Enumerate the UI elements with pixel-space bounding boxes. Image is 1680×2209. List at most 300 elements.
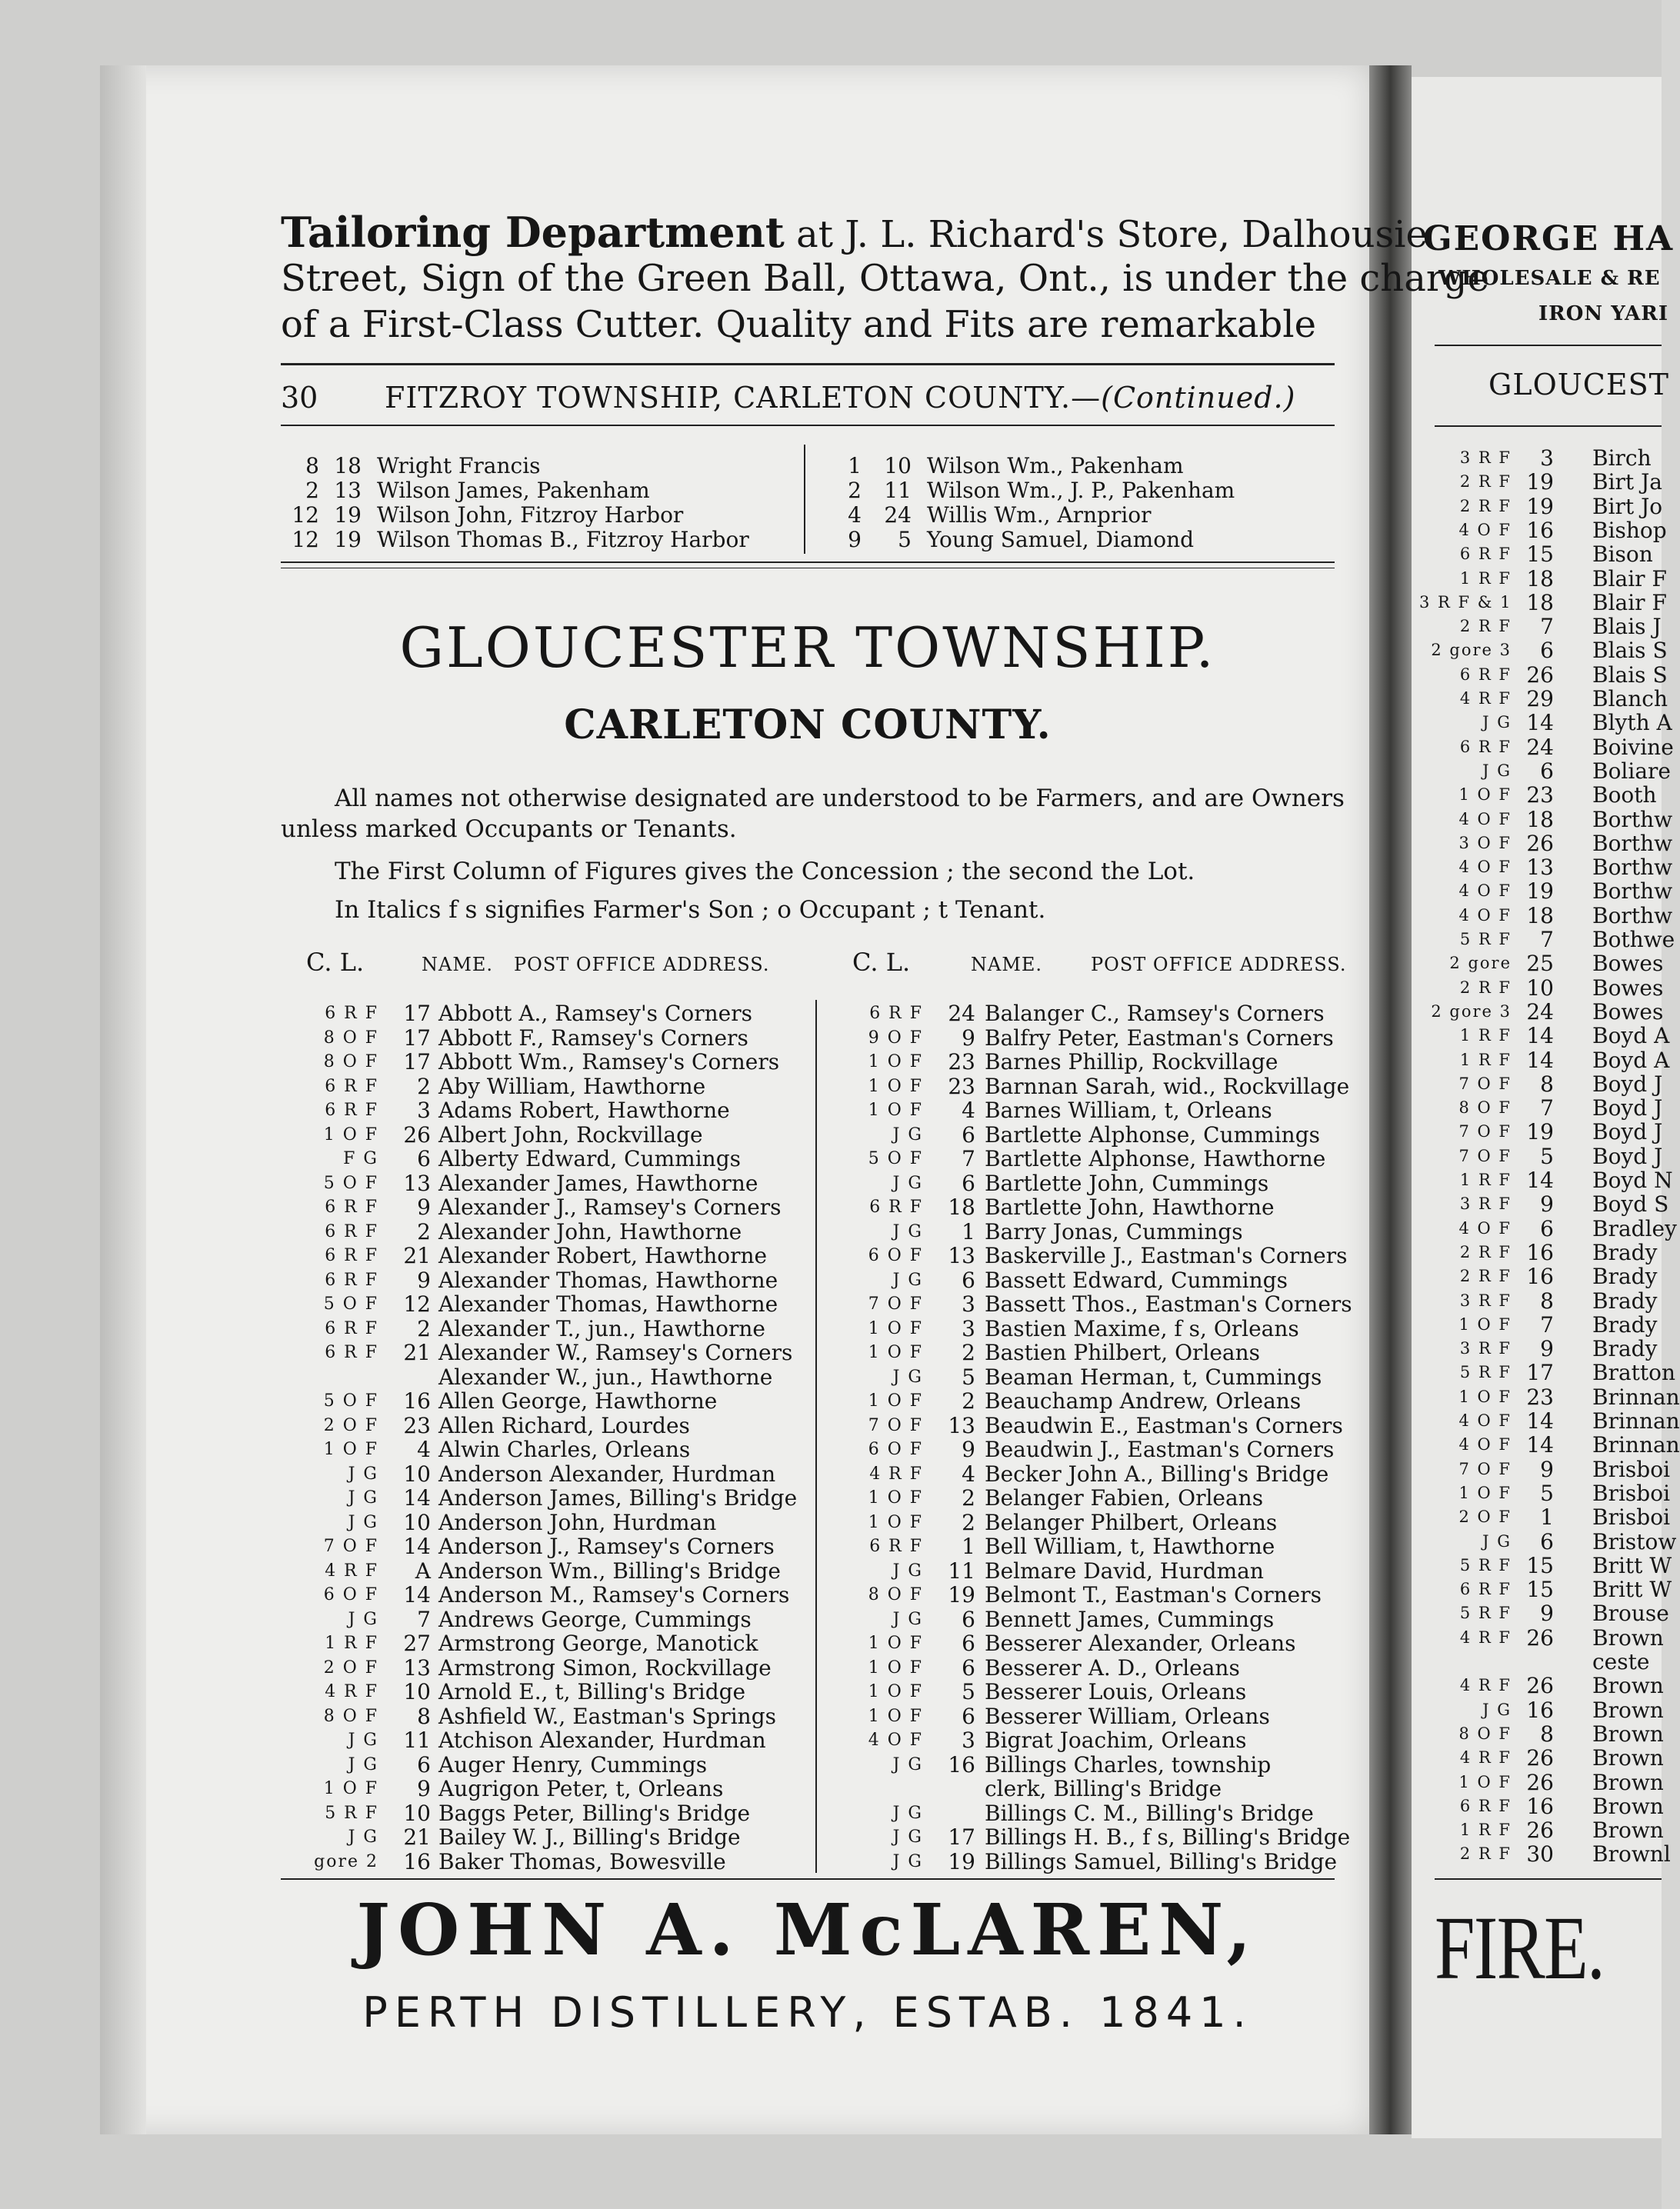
concession: 4 R F	[325, 1682, 378, 1701]
entry-name: Anderson James, Billing's Bridge	[438, 1485, 798, 1511]
col-header-name-right: NAME.	[971, 954, 1043, 975]
lot: 7	[417, 1606, 431, 1632]
rule	[281, 1878, 1335, 1880]
lot: 6	[962, 1606, 975, 1632]
lot: 10	[884, 453, 912, 478]
lot: 19	[948, 1582, 975, 1608]
entry-name: Abbott Wm., Ramsey's Corners	[438, 1049, 780, 1075]
lot: 19	[1526, 493, 1554, 519]
concession: 2 gore	[1449, 954, 1512, 973]
lot: 4	[417, 1437, 431, 1462]
entry-name: Brady	[1592, 1336, 1658, 1362]
concession: 6 O F	[868, 1440, 923, 1459]
lot: 14	[1526, 1168, 1554, 1193]
entry-name: Boivine	[1592, 734, 1674, 760]
entry-name: Bowes	[1592, 951, 1664, 977]
entry-name: Augrigon Peter, t, Orleans	[438, 1776, 724, 1801]
concession: 8 O F	[868, 1585, 923, 1604]
lot: 6	[417, 1751, 431, 1778]
entry-name: Bowes	[1592, 975, 1664, 1001]
concession: 12	[292, 502, 319, 528]
book-gutter	[1369, 65, 1412, 2134]
entry-name: Anderson Alexander, Hurdman	[438, 1461, 776, 1487]
concession: J G	[348, 1488, 378, 1508]
concession: J G	[1482, 761, 1512, 780]
lot: 18	[948, 1194, 975, 1220]
lot: 14	[403, 1534, 431, 1559]
concession: 7 O F	[323, 1537, 378, 1556]
lot: 15	[1526, 1577, 1554, 1603]
entry-name: Wilson James, Pakenham	[377, 478, 650, 503]
entry-name: Boyd S	[1592, 1191, 1669, 1218]
entry-name: Besserer William, Orleans	[985, 1703, 1270, 1729]
col-header-cl-right: C. L.	[852, 948, 911, 977]
concession: 5 R F	[1459, 1604, 1512, 1623]
entry-name: Borthw	[1592, 902, 1673, 928]
column-divider	[804, 445, 805, 554]
entry-name: Barnes William, t, Orleans	[985, 1098, 1272, 1123]
lot: 7	[1540, 1311, 1554, 1338]
concession: 1 O F	[868, 1488, 923, 1508]
lot: 1	[962, 1534, 975, 1559]
lot: 16	[1526, 1264, 1554, 1290]
entry-name: Belmare David, Hurdman	[985, 1558, 1264, 1584]
concession: 6 O F	[323, 1585, 378, 1604]
page-number: 30	[281, 381, 318, 415]
entry-name: Andrews George, Cummings	[438, 1606, 752, 1632]
intro-line-3: In Italics f s signifies Farmer's Son ; o Occupant ; t Tenant.	[335, 896, 1046, 924]
lot: 26	[1526, 1769, 1554, 1795]
lot: 19	[334, 527, 362, 552]
lot: 6	[962, 1121, 975, 1148]
entry-name: Booth	[1592, 782, 1657, 808]
concession: J G	[892, 1124, 923, 1144]
lot: 17	[948, 1824, 975, 1850]
facing-ad-2: WHOLESALE & RE	[1438, 267, 1661, 290]
entry-name: Anderson M., Ramsey's Corners	[438, 1582, 790, 1608]
entry-name: Bassett Thos., Eastman's Corners	[985, 1291, 1352, 1317]
entry-name: Anderson John, Hurdman	[438, 1509, 717, 1535]
entry-name: Bell William, t, Hawthorne	[985, 1534, 1275, 1559]
concession: J G	[1482, 1700, 1512, 1719]
concession: 4 O F	[1458, 881, 1512, 901]
lot: 13	[403, 1170, 431, 1196]
concession: 5 O F	[868, 1149, 923, 1168]
lot: 17	[403, 1049, 431, 1075]
entry-name: Beauchamp Andrew, Orleans	[985, 1388, 1302, 1414]
entry-name: Alexander W., Ramsey's Corners	[438, 1340, 793, 1365]
entry-name: Bennett James, Cummings	[985, 1606, 1275, 1632]
rule	[281, 425, 1335, 426]
concession: 1 R F	[1459, 1171, 1512, 1189]
lot: 19	[334, 502, 362, 528]
lot: 14	[1526, 1047, 1554, 1073]
concession: 2 R F	[1459, 978, 1512, 997]
concession: 7 O F	[1458, 1122, 1512, 1141]
entry-name: Brouse	[1592, 1601, 1669, 1627]
entry-name: Brown	[1592, 1673, 1664, 1699]
entry-name: Barnes Phillip, Rockvillage	[985, 1049, 1278, 1075]
entry-name: Barry Jonas, Cummings	[985, 1218, 1243, 1244]
entry-name: Brown	[1592, 1818, 1664, 1844]
entry-name: Bishop	[1592, 517, 1667, 543]
entry-name: Abbott F., Ramsey's Corners	[438, 1025, 748, 1051]
lot: 5	[1540, 1143, 1554, 1169]
concession: 6 R F	[325, 1076, 378, 1096]
entry-name: Brown	[1592, 1721, 1664, 1747]
entry-name: Young Samuel, Diamond	[927, 527, 1195, 552]
entry-name: Anderson Wm., Billing's Bridge	[438, 1558, 781, 1584]
concession: 1 O F	[1458, 1314, 1512, 1334]
concession: 1 O F	[868, 1391, 923, 1411]
lot: 10	[403, 1800, 431, 1826]
concession: 7 O F	[1458, 1146, 1512, 1165]
intro-line-1: All names not otherwise designated are understood to be Farmers, and are Owners	[335, 785, 1345, 812]
facing-running-head: GLOUCEST	[1488, 368, 1669, 401]
rule	[1435, 1878, 1662, 1880]
concession: J G	[348, 1609, 378, 1629]
entry-name: Alexander Robert, Hawthorne	[438, 1243, 768, 1268]
entry-name: Birt Ja	[1592, 469, 1662, 495]
concession: 5 O F	[323, 1294, 378, 1314]
concession: 1 O F	[868, 1634, 923, 1653]
lot: 23	[948, 1073, 975, 1099]
concession: 7 O F	[1458, 1459, 1512, 1478]
column-divider	[815, 1000, 817, 1873]
concession: 6 R F	[325, 1246, 378, 1265]
lot: 10	[403, 1461, 431, 1487]
lot: 19	[948, 1848, 975, 1874]
entry-name: Alexander John, Hawthorne	[438, 1218, 742, 1244]
entry-name: Alexander Thomas, Hawthorne	[438, 1291, 778, 1317]
lot: 14	[1526, 1408, 1554, 1434]
concession: 4	[848, 502, 862, 528]
entry-name: Alexander James, Hawthorne	[438, 1170, 758, 1196]
intro-line-1b: unless marked Occupants or Tenants.	[281, 815, 737, 843]
entry-name: Alexander W., jun., Hawthorne	[438, 1364, 773, 1390]
concession: 1 O F	[1458, 1483, 1512, 1502]
entry-name: Albert John, Rockvillage	[438, 1121, 703, 1148]
concession: 5 R F	[1459, 1555, 1512, 1574]
entry-name: Brisboi	[1592, 1456, 1671, 1482]
lot: 12	[403, 1291, 431, 1317]
lot: 9	[1540, 1456, 1554, 1482]
concession: 7 O F	[868, 1415, 923, 1435]
lot: 23	[1526, 782, 1554, 808]
entry-name: Bastien Philbert, Orleans	[985, 1340, 1261, 1365]
concession: 3 R F	[1459, 1194, 1512, 1214]
concession: 9	[848, 527, 862, 552]
lot: 17	[403, 1025, 431, 1051]
entry-name: Brown	[1592, 1745, 1664, 1771]
concession: 2 gore 3	[1431, 1001, 1512, 1021]
entry-name: Boyd J	[1592, 1119, 1663, 1145]
lot: 13	[1526, 855, 1554, 881]
lot: 21	[403, 1243, 431, 1268]
entry-name: Belmont T., Eastman's Corners	[985, 1582, 1322, 1608]
entry-name: Besserer Louis, Orleans	[985, 1679, 1247, 1704]
concession: 4 O F	[1458, 520, 1512, 539]
concession: 2	[305, 478, 319, 503]
entry-name: Borthw	[1592, 855, 1673, 881]
concession: 2 R F	[1459, 1844, 1512, 1864]
entry-name: Barnnan Sarah, wid., Rockvillage	[985, 1073, 1350, 1099]
concession: J G	[892, 1173, 923, 1193]
lot: 2	[962, 1388, 975, 1414]
concession: 1 O F	[323, 1124, 378, 1144]
entry-name: Britt W	[1592, 1552, 1672, 1578]
concession: J G	[892, 1851, 923, 1871]
concession: 5 R F	[1459, 930, 1512, 948]
entry-name: Aby William, Hawthorne	[438, 1073, 706, 1099]
lot: 1	[962, 1218, 975, 1244]
entry-name: Britt W	[1592, 1577, 1672, 1603]
concession: 1	[848, 453, 862, 478]
concession: 1 O F	[1458, 1387, 1512, 1406]
lot: 13	[948, 1412, 975, 1438]
entry-name: Bastien Maxime, f s, Orleans	[985, 1315, 1299, 1341]
concession: 3 R F & 1	[1419, 592, 1512, 611]
lot: 7	[1540, 1095, 1554, 1121]
entry-name: Brady	[1592, 1311, 1658, 1338]
entry-name: Blair F	[1592, 565, 1667, 591]
concession: 1 O F	[868, 1343, 923, 1362]
concession: 7 O F	[1458, 1074, 1512, 1093]
lot: 5	[898, 527, 912, 552]
concession: 6 R F	[1459, 737, 1512, 756]
entry-name: Wilson Wm., J. P., Pakenham	[927, 478, 1235, 503]
lot: 13	[334, 478, 362, 503]
lot: 9	[962, 1437, 975, 1462]
lot: 17	[403, 1001, 431, 1026]
entry-name: Bigrat Joachim, Orleans	[985, 1728, 1247, 1753]
entry-name: Billings H. B., f s, Billing's Bridge	[985, 1824, 1351, 1850]
lot: 19	[1526, 469, 1554, 495]
concession: 4 O F	[1458, 858, 1512, 877]
rule	[281, 561, 1335, 563]
lot: 26	[1526, 1818, 1554, 1844]
lot: 26	[1526, 1745, 1554, 1771]
entry-name: Belanger Fabien, Orleans	[985, 1485, 1264, 1511]
lot: 29	[1526, 686, 1554, 711]
lot: 14	[403, 1485, 431, 1511]
lot: 14	[403, 1582, 431, 1608]
concession: 5 R F	[1459, 1363, 1512, 1382]
lot: 18	[1526, 589, 1554, 615]
facing-fire-ad: FIRE.	[1435, 1897, 1605, 1998]
concession: 6 R F	[869, 1198, 923, 1217]
concession: 4 O F	[1458, 809, 1512, 828]
entry-name: Baskerville J., Eastman's Corners	[985, 1243, 1348, 1268]
concession: 8 O F	[323, 1052, 378, 1071]
col-header-address-right: POST OFFICE ADDRESS.	[1091, 954, 1347, 975]
concession: 6 R F	[325, 1318, 378, 1338]
concession: 6 O F	[868, 1246, 923, 1265]
concession: 8	[305, 453, 319, 478]
lot: 5	[962, 1679, 975, 1704]
entry-name: Blais S	[1592, 638, 1668, 664]
concession: 3 O F	[1458, 833, 1512, 852]
entry-name: Alexander Thomas, Hawthorne	[438, 1267, 778, 1293]
entry-name: Bartlette Alphonse, Cummings	[985, 1121, 1321, 1148]
concession: 1 O F	[868, 1101, 923, 1120]
lot: 9	[417, 1267, 431, 1293]
lot: 7	[962, 1146, 975, 1171]
lot: 2	[417, 1073, 431, 1099]
facing-ad-1: GEORGE HA	[1423, 219, 1675, 258]
concession: 4 R F	[1459, 1748, 1512, 1768]
concession: 6 R F	[1459, 1796, 1512, 1815]
lot: 3	[962, 1291, 975, 1317]
concession: 4 R F	[1459, 1628, 1512, 1647]
lot: 19	[1526, 1119, 1554, 1145]
entry-name: Blyth A	[1592, 710, 1672, 736]
entry-name: Beaudwin E., Eastman's Corners	[985, 1412, 1343, 1438]
entry-name: Baker Thomas, Bowesville	[438, 1848, 726, 1874]
concession: 4 O F	[868, 1731, 923, 1750]
concession: 4 R F	[325, 1561, 378, 1581]
lot: 7	[1540, 927, 1554, 952]
entry-name: Balanger C., Ramsey's Corners	[985, 1001, 1325, 1026]
concession: 8 O F	[323, 1028, 378, 1048]
concession: J G	[892, 1828, 923, 1847]
lot: 11	[403, 1728, 431, 1753]
concession: J G	[892, 1754, 923, 1774]
entry-name: Boyd J	[1592, 1095, 1663, 1121]
concession: J G	[348, 1464, 378, 1484]
entry-name: Brown	[1592, 1793, 1664, 1819]
entry-name: Brown	[1592, 1697, 1664, 1723]
concession: 1 R F	[1459, 568, 1512, 588]
entry-name: Adams Robert, Hawthorne	[438, 1098, 730, 1123]
bottom-ad-tagline: PERTH DISTILLERY, ESTAB. 1841.	[362, 1988, 1253, 2037]
concession: 9 O F	[868, 1028, 923, 1048]
concession: 8 O F	[323, 1706, 378, 1726]
lot: 9	[962, 1025, 975, 1051]
concession: 1 O F	[868, 1658, 923, 1678]
concession: 7 O F	[868, 1294, 923, 1314]
entry-name: Boyd A	[1592, 1023, 1670, 1049]
running-head-title: FITZROY TOWNSHIP, CARLETON COUNTY.—	[385, 381, 1102, 415]
entry-name: clerk, Billing's Bridge	[985, 1776, 1222, 1801]
lot: 13	[403, 1654, 431, 1681]
entry-name: Alexander T., jun., Hawthorne	[438, 1315, 765, 1341]
entry-name: Bartlette Alphonse, Hawthorne	[985, 1146, 1326, 1171]
entry-name: Boyd N	[1592, 1168, 1673, 1193]
lot: 16	[1526, 1793, 1554, 1819]
lot: 26	[1526, 830, 1554, 856]
entry-name: Willis Wm., Arnprior	[927, 502, 1152, 528]
concession: J G	[892, 1561, 923, 1581]
concession: 6 R F	[325, 1221, 378, 1241]
lot: 10	[403, 1679, 431, 1704]
lot: 14	[1526, 1432, 1554, 1458]
lot: 3	[417, 1098, 431, 1123]
lot: 6	[962, 1170, 975, 1196]
concession: J G	[1482, 1531, 1512, 1551]
lot: 14	[1526, 710, 1554, 736]
entry-name: Wilson John, Fitzroy Harbor	[377, 502, 684, 528]
concession: 6 R F	[1459, 665, 1512, 684]
concession: 2 O F	[323, 1658, 378, 1678]
concession: 3 R F	[1459, 1291, 1512, 1310]
concession: J G	[348, 1512, 378, 1532]
concession: 1 O F	[868, 1318, 923, 1338]
lot: 4	[962, 1461, 975, 1487]
lot: 19	[1526, 878, 1554, 905]
concession: 6 R F	[325, 1270, 378, 1290]
concession: J G	[892, 1803, 923, 1823]
entry-name: Blanch	[1592, 686, 1668, 711]
lot: 26	[1526, 1624, 1554, 1651]
entry-name: Bison	[1592, 541, 1653, 568]
entry-name: Blair F	[1592, 589, 1667, 615]
lot: 9	[417, 1776, 431, 1801]
section-title: GLOUCESTER TOWNSHIP.	[399, 615, 1216, 680]
top-ad-line-1	[281, 209, 1428, 258]
lot: 3	[1540, 445, 1554, 471]
concession: J G	[1482, 713, 1512, 732]
lot: 2	[417, 1218, 431, 1244]
lot: 16	[403, 1848, 431, 1874]
concession: J G	[348, 1754, 378, 1774]
entry-name: Billings Charles, township	[985, 1751, 1272, 1778]
concession: 6 R F	[325, 1343, 378, 1362]
concession: 8 O F	[1458, 1724, 1512, 1743]
lot: 11	[948, 1558, 975, 1584]
entry-name: Becker John A., Billing's Bridge	[985, 1461, 1329, 1487]
concession: 1 O F	[868, 1512, 923, 1532]
entry-name: Armstrong George, Manotick	[438, 1631, 758, 1656]
lot: 3	[962, 1728, 975, 1753]
concession: 6 R F	[1459, 1580, 1512, 1599]
entry-name: Atchison Alexander, Hurdman	[438, 1728, 766, 1753]
lot: 2	[417, 1315, 431, 1341]
entry-name: Birt Jo	[1592, 493, 1663, 519]
entry-name: Bowes	[1592, 998, 1664, 1025]
entry-name: Brinnan	[1592, 1432, 1680, 1458]
concession: 2 O F	[323, 1415, 378, 1435]
concession: 1 O F	[1458, 1772, 1512, 1791]
lot: 8	[1540, 1288, 1554, 1314]
entry-name: Brisboi	[1592, 1504, 1671, 1531]
concession: 1 O F	[868, 1682, 923, 1701]
entry-name: Bradley	[1592, 1215, 1677, 1241]
entry-name: Balfry Peter, Eastman's Corners	[985, 1025, 1334, 1051]
rule	[1435, 345, 1662, 346]
concession: 5 O F	[323, 1391, 378, 1411]
entry-name: Bartlette John, Cummings	[985, 1170, 1269, 1196]
concession: 4 R F	[1459, 1676, 1512, 1695]
entry-name: Boyd J	[1592, 1071, 1663, 1097]
concession: 4 R F	[869, 1464, 923, 1484]
concession: J G	[348, 1828, 378, 1847]
running-head-continued: (Continued.)	[1101, 381, 1296, 415]
facing-ad-3: IRON YARI	[1538, 302, 1669, 325]
concession: 4 R F	[1459, 689, 1512, 708]
running-head	[385, 381, 1295, 415]
entry-name: Allen George, Hawthorne	[438, 1388, 718, 1414]
concession: 5 R F	[325, 1803, 378, 1823]
concession: 1 O F	[323, 1440, 378, 1459]
lot: 7	[1540, 614, 1554, 640]
lot: 2	[962, 1485, 975, 1511]
entry-name: Borthw	[1592, 830, 1673, 856]
entry-name: Arnold E., t, Billing's Bridge	[438, 1679, 746, 1704]
lot: 16	[403, 1388, 431, 1414]
entry-name: Wilson Wm., Pakenham	[927, 453, 1184, 478]
concession: 2 R F	[1459, 1267, 1512, 1286]
